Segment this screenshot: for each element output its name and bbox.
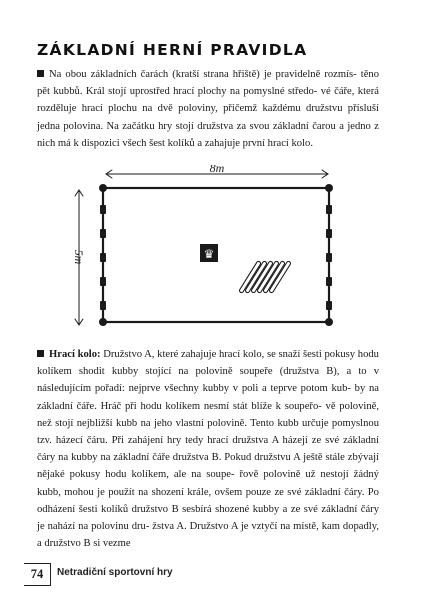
round-line: určuje pomyslnou tzv. házecí čáru. Při zahájení hry tedy hrací družstva xyxy=(37,417,379,447)
page-footer xyxy=(24,562,254,586)
round-line: družstvu A ještě stále zbývají nějaké pokusy hodu kolíkem, ale na soupe- xyxy=(37,452,379,481)
page-number: 74 xyxy=(24,563,51,585)
round-line: řově polovině už nestojí žádný kubb, mohou je použít na shození krále, xyxy=(37,469,379,498)
corner-stake-icon xyxy=(325,318,333,326)
corner-stake-icon xyxy=(99,184,107,192)
round-line: A házejí ze své základní čáry na kubby na základní čáře družstva B. Pokud xyxy=(37,435,380,464)
intro-paragraph xyxy=(37,66,379,152)
round-line: v následujícím pořadí: nejprve všechny kubby v poli a teprve potom kub- xyxy=(37,366,379,395)
round-line: Družstvo A, které zahajuje hrací kolo, se snaží šesti pokusy xyxy=(103,349,356,360)
kubb-icon xyxy=(326,277,332,286)
bullet-square-icon xyxy=(37,70,44,77)
kubb-icon xyxy=(326,301,332,310)
intro-line: první hrací kolo. xyxy=(242,137,313,149)
round-label: Hrací kolo: xyxy=(49,349,101,360)
kubb-icon xyxy=(100,229,106,238)
corner-stake-icon xyxy=(99,318,107,326)
kubb-icon xyxy=(100,301,106,310)
intro-line: těno pět kubbů. Král stojí uprostřed hrací plochy na pomyslné středo- xyxy=(37,69,379,98)
kubb-icon xyxy=(326,253,332,262)
corner-stake-icon xyxy=(325,184,333,192)
round-line: ovšem pouze ze své základní čáry. Po odházení šesti kolíků družstvo B xyxy=(37,486,379,515)
page-number-underline xyxy=(24,585,51,586)
kubb-icon xyxy=(100,277,106,286)
king-piece xyxy=(200,244,218,262)
width-label: 8m xyxy=(209,165,225,175)
intro-line: vé čáře, která rozděluje hrací plochu na dvě poloviny, přičemž každému xyxy=(37,86,379,115)
kubb-icon xyxy=(100,205,106,214)
round-line: žstva A. Družstvo A je vztyčí na místě, kam dopadly, a družstvo B si vezme xyxy=(37,521,379,550)
round-line: by na základní čáře. Hráč při hodu kolíkem nesmí stát blíže k soupeřo- xyxy=(37,383,380,412)
book-title: Netradiční sportovní hry xyxy=(57,567,173,578)
round-line: sesbírá shozené kubby a ze své základní čáry je nahází na polovinu dru- xyxy=(37,503,379,533)
length-label: 5m xyxy=(72,249,86,265)
round-paragraph xyxy=(37,346,379,552)
king-crown-icon: ♛ xyxy=(203,247,215,261)
kubb-icon xyxy=(326,229,332,238)
bullet-square-icon xyxy=(37,350,44,357)
baton-group xyxy=(239,261,291,294)
intro-line: družstvu přísluší jedna polovina. Na začátku hry stojí družstva za svou xyxy=(37,103,379,132)
field-diagram xyxy=(70,165,356,335)
round-line: hodu kolíkem shodit kubby stojící na polovině soupeře (družstva B), a to xyxy=(37,349,379,378)
kubb-icon xyxy=(100,253,106,262)
round-line: vě polovině, než stojí nejbližší kubb na jeho vlastní polovině. Tento kubb xyxy=(37,400,379,429)
section-heading: ZÁKLADNÍ HERNÍ PRAVIDLA xyxy=(37,41,308,59)
intro-line: základní čarou a jedno z nich má k dispozici všech šest kolíků a zahajuje xyxy=(37,120,379,149)
intro-line: Na obou základních čarách (kratší strana hřiště) je pravidelně rozmís- xyxy=(49,69,357,80)
kubb-icon xyxy=(326,205,332,214)
